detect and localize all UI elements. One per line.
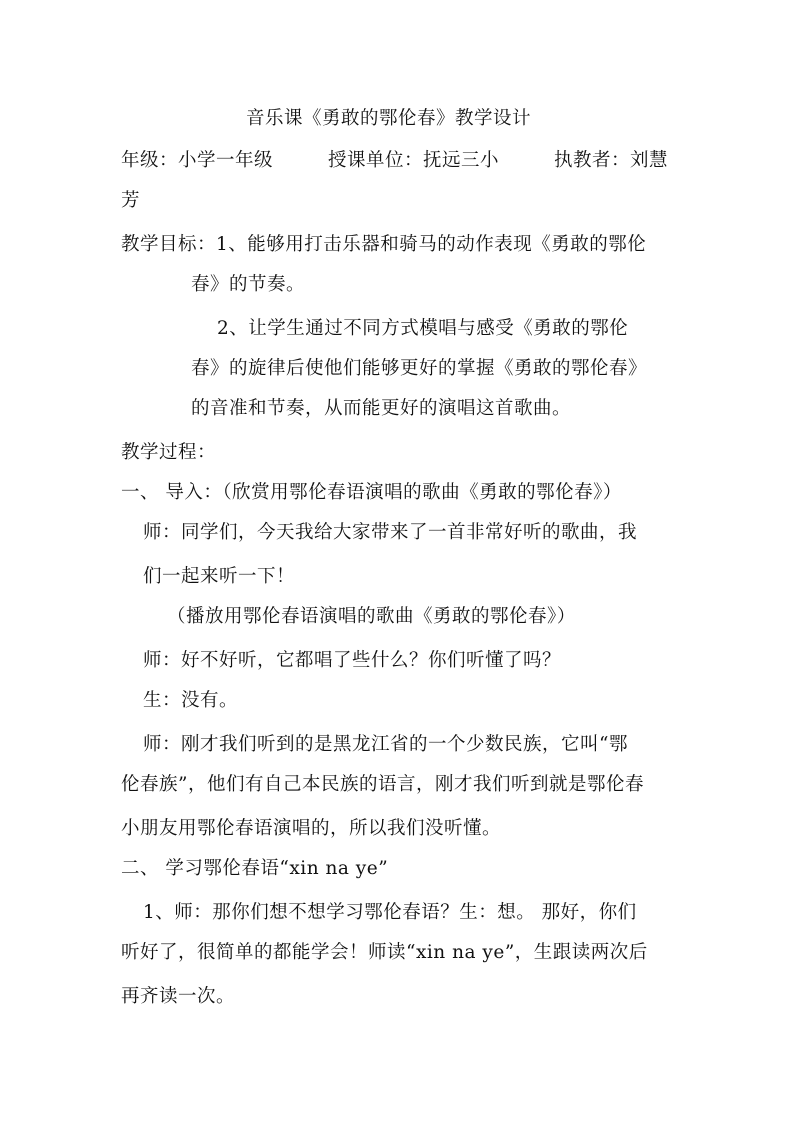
learning-item-1-line-2: 听好了，很简单的都能学会！师读“xin na ye”，生跟读两次后 <box>121 942 648 963</box>
section-one-heading: 一、 导入：（欣赏用鄂伦春语演唱的歌曲《勇敢的鄂伦春》） <box>121 482 622 503</box>
teaching-objectives-line-5: 的音准和节奏，从而能更好的演唱这首歌曲。 <box>191 398 572 419</box>
teacher-name-label: 执教者：刘慧 <box>554 150 669 171</box>
teacher-dialogue-3-line-1: 师：刚才我们听到的是黑龙江省的一个少数民族，它叫“鄂 <box>143 734 628 755</box>
teacher-dialogue-3-line-2: 伦春族”，他们有自己本民族的语言，刚才我们听到就是鄂伦春 <box>121 774 644 795</box>
teacher-dialogue-3-line-3: 小朋友用鄂伦春语演唱的，所以我们没听懂。 <box>121 818 502 839</box>
learning-item-1-line-1: 1、师：那你们想不想学习鄂伦春语？生：想。 那好，你们 <box>143 902 637 923</box>
teacher-dialogue-1-line-1: 师：同学们，今天我给大家带来了一首非常好听的歌曲，我 <box>143 522 638 543</box>
teaching-unit-label: 授课单位：抚远三小 <box>328 150 500 171</box>
teaching-objectives-line-2: 春》的节奏。 <box>191 274 306 295</box>
teacher-dialogue-1-line-2: 们一起来听一下！ <box>143 566 296 587</box>
teacher-name-continuation: 芳 <box>121 190 141 211</box>
teaching-process-heading: 教学过程： <box>121 442 217 463</box>
student-response-1: 生：没有。 <box>143 690 239 711</box>
teaching-objectives-line-4: 春》的旋律后使他们能够更好的掌握《勇敢的鄂伦春》 <box>191 358 648 379</box>
learning-item-1-line-3: 再齐读一次。 <box>121 986 236 1007</box>
play-song-note: （播放用鄂伦春语演唱的歌曲《勇敢的鄂伦春》） <box>167 606 576 627</box>
teaching-objectives-line-3: 2、让学生通过不同方式模唱与感受《勇敢的鄂伦 <box>217 318 629 339</box>
teaching-objectives-line-1: 教学目标：1、能够用打击乐器和骑马的动作表现《勇敢的鄂伦 <box>121 234 647 255</box>
section-two-heading: 二、 学习鄂伦春语“xin na ye” <box>121 858 389 879</box>
grade-label: 年级：小学一年级 <box>121 150 274 171</box>
document-title: 音乐课《勇敢的鄂伦春》教学设计 <box>246 108 532 129</box>
teacher-dialogue-2: 师：好不好听，它都唱了些什么？你们听懂了吗？ <box>143 650 562 671</box>
